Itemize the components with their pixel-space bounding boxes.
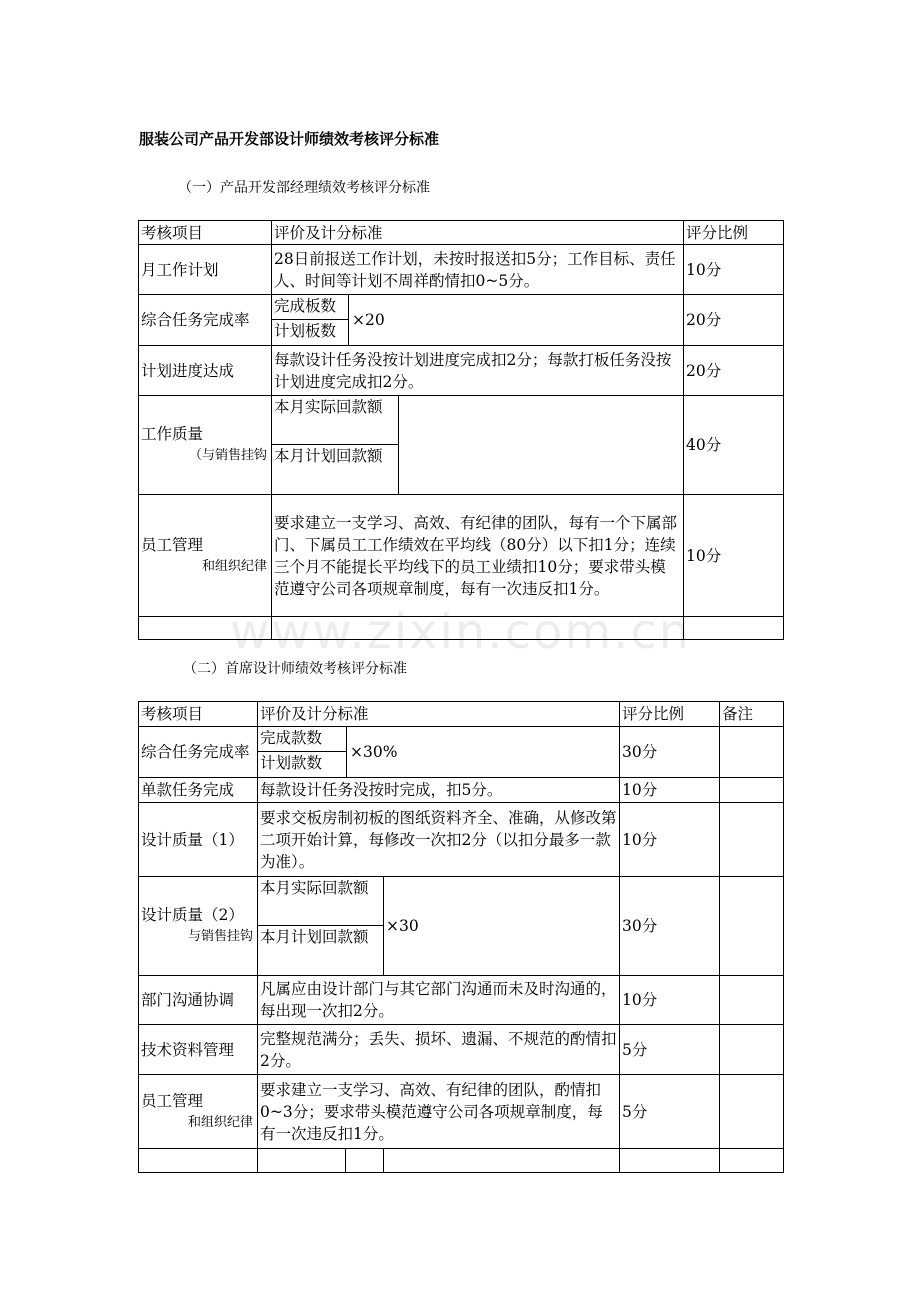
item-progress: 计划进度达成 [139,346,272,396]
score-single-task: 10分 [620,778,720,803]
header-score: 评分比例 [620,702,720,727]
item-tech-docs: 技术资料管理 [139,1025,258,1075]
empty-cell [384,1149,620,1173]
section-2-heading: （二）首席设计师绩效考核评分标准 [183,661,407,677]
completion-formula: ×20 [352,311,385,329]
empty-cell [720,1149,784,1173]
item-single-task: 单款任务完成 [139,778,258,803]
document-title: 服装公司产品开发部设计师绩效考核评分标准 [139,130,440,148]
empty-cell [258,1149,346,1173]
item-communication: 部门沟通协调 [139,976,258,1025]
item-monthly-plan: 月工作计划 [139,245,272,295]
empty-cell [684,617,784,640]
remarks-cell [720,1075,784,1149]
criteria-staff-management: 要求建立一支学习、高效、有纪律的团队，酌情扣0~3分；要求带头模范遵守公司各项规章制度，每有一次违反扣1分。 [258,1075,620,1149]
score-staff-management: 10分 [684,495,784,617]
score-design-quality-2: 30分 [620,877,720,976]
item-design-quality-1: 设计质量（1） [139,803,258,877]
manager-score-table [138,220,784,640]
staff-management-label: 员工管理 [141,1091,204,1110]
remarks-cell [720,976,784,1025]
criteria-single-task: 每款设计任务没按时完成，扣5分。 [258,778,620,803]
score-design-quality-1: 10分 [620,803,720,877]
design-quality-2-subitem: 与销售挂钩 [187,929,253,944]
remarks-cell [720,877,784,976]
quality-numerator: 本月实际回款额 [272,396,398,445]
criteria-progress: 每款设计任务没按计划进度完成扣2分；每款打板任务没按计划进度完成扣2分。 [272,346,684,396]
completion-numerator: 完成板数 [272,295,348,320]
score-tech-docs: 5分 [620,1025,720,1075]
item-staff-management [139,495,272,617]
completion-denominator: 计划板数 [274,322,337,340]
empty-cell [139,1149,258,1173]
quality-formula [399,396,684,495]
item-design-quality-2 [139,877,258,976]
criteria-completion-rate [258,727,620,778]
criteria-monthly-plan: 28日前报送工作计划，未按时报送扣5分；工作目标、责任人、时间等计划不周祥酌情扣0~5分。 [272,245,684,295]
criteria-completion-rate [272,295,684,346]
criteria-communication: 凡属应由设计部门与其它部门沟通而未及时沟通的，每出现一次扣2分。 [258,976,620,1025]
completion-formula: ×30% [350,743,398,761]
score-completion-rate: 30分 [620,727,720,778]
criteria-staff-management: 要求建立一支学习、高效、有纪律的团队，每有一个下属部门、下属员工工作绩效在平均线（80分）以下扣1分；连续三个月不能提长平均线下的员工业绩扣10分；要求带头模范遵守公司各项规章制度，每有一次违反扣1分。 [272,495,684,617]
score-work-quality: 40分 [684,396,784,495]
score-completion-rate: 20分 [684,295,784,346]
quality-ratio [272,396,399,495]
quality-formula: ×30 [384,877,620,976]
completion-denominator: 计划款数 [260,754,323,772]
work-quality-subitem: （与销售挂钩 [188,448,267,463]
item-completion-rate: 综合任务完成率 [139,295,272,346]
score-staff-management: 5分 [620,1075,720,1149]
quality-denominator: 本月计划回款额 [260,928,369,946]
header-item: 考核项目 [139,221,272,245]
header-criteria: 评价及计分标准 [272,221,684,245]
criteria-tech-docs: 完整规范满分；丢失、损坏、遗漏、不规范的酌情扣2分。 [258,1025,620,1075]
staff-management-subitem: 和组织纪律 [201,558,267,574]
item-completion-rate: 综合任务完成率 [139,727,258,778]
work-quality-label: 工作质量 [141,425,204,443]
header-criteria: 评价及计分标准 [258,702,620,727]
remarks-cell [720,778,784,803]
empty-cell [346,1149,384,1173]
remarks-cell [720,727,784,778]
header-item: 考核项目 [139,702,258,727]
empty-cell [620,1149,720,1173]
score-communication: 10分 [620,976,720,1025]
staff-management-label: 员工管理 [141,535,204,554]
header-remarks: 备注 [720,702,784,727]
watermark: www.zixin.com.cn [230,604,692,660]
remarks-cell [720,1025,784,1075]
header-score: 评分比例 [684,221,784,245]
quality-ratio [258,877,384,976]
quality-denominator: 本月计划回款额 [274,447,383,465]
score-progress: 20分 [684,346,784,396]
section-1-heading: （一）产品开发部经理绩效考核评分标准 [178,180,430,196]
quality-numerator: 本月实际回款额 [258,877,383,926]
completion-numerator: 完成款数 [258,727,346,752]
design-quality-2-label: 设计质量（2） [141,906,244,924]
criteria-design-quality-1: 要求交板房制初板的图纸资料齐全、准确，从修改第二项开始计算，每修改一次扣2分（以扣分最多一款为准）。 [258,803,620,877]
staff-management-subitem: 和组织纪律 [187,1114,253,1130]
remarks-cell [720,803,784,877]
score-monthly-plan: 10分 [684,245,784,295]
item-staff-management [139,1075,258,1149]
item-work-quality [139,396,272,495]
chief-designer-score-table [138,701,784,1173]
